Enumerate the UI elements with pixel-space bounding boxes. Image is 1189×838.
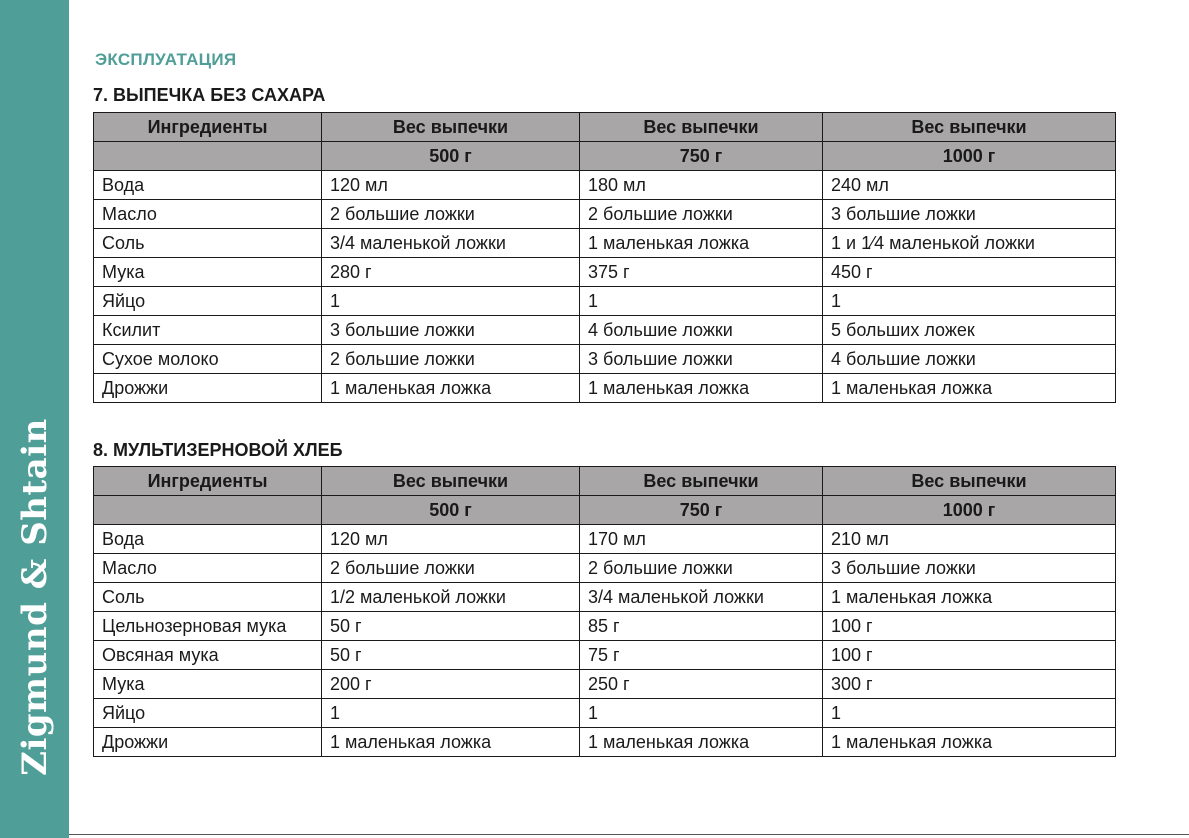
table-cell: 3 большие ложки (580, 345, 823, 374)
table-cell: 1 маленькая ложка (580, 374, 823, 403)
table-row (94, 287, 1116, 316)
table-row (94, 728, 1116, 757)
table-header-row (94, 496, 1116, 525)
table-cell: 2 большие ложки (580, 200, 823, 229)
table-cell: 1/2 маленькой ложки (322, 583, 580, 612)
table-cell: 2 большие ложки (580, 554, 823, 583)
header-cell: 500 г (322, 496, 580, 525)
table-cell: 1 (322, 287, 580, 316)
header-cell: 750 г (580, 142, 823, 171)
table-row (94, 229, 1116, 258)
table-cell: 1 (580, 287, 823, 316)
brand-logo: Zigmund & Shtain (15, 418, 55, 776)
table-row (94, 699, 1116, 728)
table-cell: 240 мл (823, 171, 1116, 200)
table-cell: Овсяная мука (94, 641, 322, 670)
table-cell: 1 (322, 699, 580, 728)
table-cell: 2 большие ложки (322, 200, 580, 229)
table-cell: 250 г (580, 670, 823, 699)
page-bottom-divider (69, 834, 1189, 835)
table-cell: Ксилит (94, 316, 322, 345)
table-row (94, 612, 1116, 641)
table-cell: 100 г (823, 612, 1116, 641)
table-cell: 3/4 маленькой ложки (580, 583, 823, 612)
table-cell: Вода (94, 171, 322, 200)
recipe-table-multigrain (93, 466, 1116, 757)
table-header-row (94, 113, 1116, 142)
header-cell (94, 496, 322, 525)
table-cell: 1 маленькая ложка (823, 728, 1116, 757)
table-cell: 200 г (322, 670, 580, 699)
table-cell: 3 большие ложки (823, 554, 1116, 583)
table-cell: Яйцо (94, 287, 322, 316)
table-cell: 1 маленькая ложка (580, 229, 823, 258)
table-title-multigrain: 8. МУЛЬТИЗЕРНОВОЙ ХЛЕБ (93, 440, 343, 460)
table-cell: 3/4 маленькой ложки (322, 229, 580, 258)
table-row (94, 200, 1116, 229)
table-cell: 2 большие ложки (322, 554, 580, 583)
table-row (94, 583, 1116, 612)
table-cell: 1 (823, 287, 1116, 316)
table-row (94, 316, 1116, 345)
table-header-row (94, 142, 1116, 171)
table-row (94, 345, 1116, 374)
table-cell: Вода (94, 525, 322, 554)
table-row (94, 258, 1116, 287)
table-cell: 180 мл (580, 171, 823, 200)
table-row (94, 670, 1116, 699)
table-cell: Мука (94, 670, 322, 699)
table-cell: 50 г (322, 641, 580, 670)
brand-sidebar (0, 0, 69, 838)
table-cell: 4 большие ложки (823, 345, 1116, 374)
table-cell: 1 маленькая ложка (322, 374, 580, 403)
table-cell: 4 большие ложки (580, 316, 823, 345)
table-cell: 280 г (322, 258, 580, 287)
table-cell: 1 маленькая ложка (823, 583, 1116, 612)
table-cell: Дрожжи (94, 374, 322, 403)
header-cell: Вес выпечки (823, 113, 1116, 142)
header-cell: Вес выпечки (580, 113, 823, 142)
table-cell: 100 г (823, 641, 1116, 670)
table-row (94, 171, 1116, 200)
header-cell: Вес выпечки (322, 113, 580, 142)
table-cell: Масло (94, 200, 322, 229)
header-cell: 750 г (580, 496, 823, 525)
table-cell: Соль (94, 583, 322, 612)
table-row (94, 525, 1116, 554)
section-label: ЭКСПЛУАТАЦИЯ (95, 50, 237, 69)
table-cell: 170 мл (580, 525, 823, 554)
table-cell: Дрожжи (94, 728, 322, 757)
table-cell: 50 г (322, 612, 580, 641)
table-header-row (94, 467, 1116, 496)
table-cell: Сухое молоко (94, 345, 322, 374)
table-cell: 3 большие ложки (823, 200, 1116, 229)
table-cell: 3 большие ложки (322, 316, 580, 345)
table-cell: Цельнозерновая мука (94, 612, 322, 641)
table-row (94, 374, 1116, 403)
header-cell: Вес выпечки (580, 467, 823, 496)
table-cell: 450 г (823, 258, 1116, 287)
table-cell: 210 мл (823, 525, 1116, 554)
table-cell: 1 и 1⁄4 маленькой ложки (823, 229, 1116, 258)
table-row (94, 554, 1116, 583)
header-cell: 1000 г (823, 142, 1116, 171)
table-cell: 1 маленькая ложка (322, 728, 580, 757)
table-cell: 375 г (580, 258, 823, 287)
table-cell: 2 большие ложки (322, 345, 580, 374)
header-cell: Вес выпечки (322, 467, 580, 496)
header-cell: 500 г (322, 142, 580, 171)
header-cell: 1000 г (823, 496, 1116, 525)
table-cell: Масло (94, 554, 322, 583)
table-cell: 1 маленькая ложка (823, 374, 1116, 403)
header-cell: Ингредиенты (94, 113, 322, 142)
table-cell: Мука (94, 258, 322, 287)
table-cell: 300 г (823, 670, 1116, 699)
table-cell: 1 маленькая ложка (580, 728, 823, 757)
table-cell: 120 мл (322, 525, 580, 554)
table-cell: Соль (94, 229, 322, 258)
table-cell: 85 г (580, 612, 823, 641)
table-cell: 1 (823, 699, 1116, 728)
table-cell: Яйцо (94, 699, 322, 728)
header-cell: Ингредиенты (94, 467, 322, 496)
table-title-sugar-free: 7. ВЫПЕЧКА БЕЗ САХАРА (93, 85, 326, 105)
header-cell: Вес выпечки (823, 467, 1116, 496)
header-cell (94, 142, 322, 171)
table-cell: 5 больших ложек (823, 316, 1116, 345)
table-cell: 75 г (580, 641, 823, 670)
table-cell: 1 (580, 699, 823, 728)
table-row (94, 641, 1116, 670)
table-cell: 120 мл (322, 171, 580, 200)
recipe-table-sugar-free (93, 112, 1116, 403)
